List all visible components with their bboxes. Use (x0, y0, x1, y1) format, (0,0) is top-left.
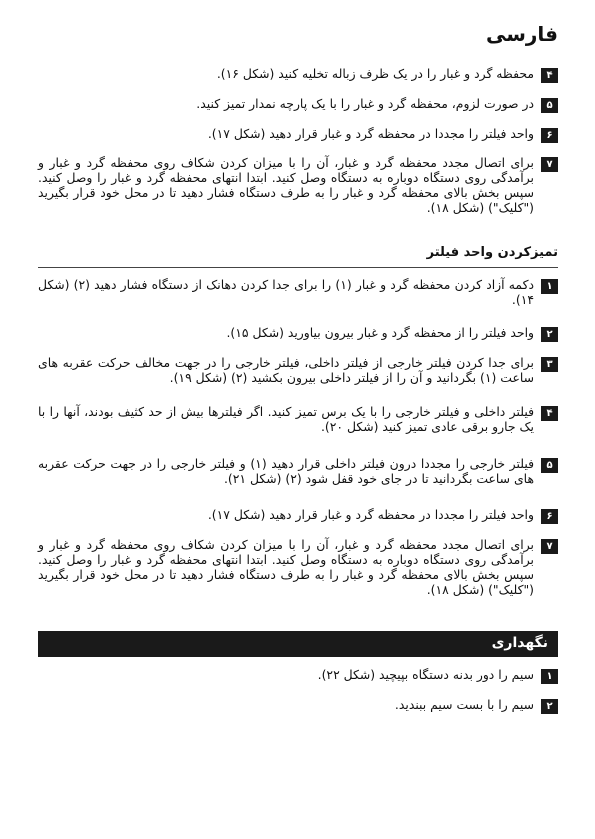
step-number: ۵ (541, 458, 558, 473)
step-number: ۷ (541, 157, 558, 172)
step-text: واحد فیلتر را مجددا در محفظه گرد و غبار قرار دهید (شکل ۱۷). (207, 126, 534, 141)
step-text: فیلتر خارجی را مجددا درون فیلتر داخلی قرار دهید (۱) و فیلتر خارجی را در جهت حرکت عقربه های ساعت بگردانید تا در جای خود قفل شود (۲) (شکل ۲۱). (38, 456, 534, 486)
list-item (38, 537, 558, 597)
step-number: ۷ (541, 539, 558, 554)
list-item (38, 66, 558, 83)
list-item (38, 507, 558, 524)
section-band-storage (38, 631, 558, 657)
list-item (38, 126, 558, 143)
list-item (38, 325, 558, 342)
list-item (38, 96, 558, 113)
list-item (38, 667, 558, 684)
step-number: ۱ (541, 669, 558, 684)
step-text: فیلتر داخلی و فیلتر خارجی را با یک برس تمیز کنید. اگر فیلترها بیش از حد کثیف بودند، آنها را با یک جارو برقی عادی تمیز کنید (شکل ۲۰). (38, 404, 534, 434)
step-text: سیم را دور بدنه دستگاه بپیچید (شکل ۲۲). (317, 667, 534, 682)
list-item (38, 277, 558, 307)
step-text: سیم را با بست سیم ببندید. (394, 697, 534, 712)
step-number: ۴ (541, 406, 558, 421)
step-number: ۲ (541, 699, 558, 714)
step-text: در صورت لزوم، محفظه گرد و غبار را با یک پارچه نمدار تمیز کنید. (196, 96, 534, 111)
step-number: ۲ (541, 327, 558, 342)
step-number: ۱ (541, 279, 558, 294)
step-text: برای اتصال مجدد محفظه گرد و غبار، آن را با میزان کردن شکاف روی محفظه گرد و غبار و برآمدگی روی دستگاه دوباره به دستگاه وصل کنید. ابتدا انتهای محفظه گرد و غبار را وصل کنید. سپس بخش بالای محفظه گرد و غبار را به طرف دستگاه فشار دهید تا در محل خود قرار بگیرید ("کلیک") (شکل ۱۸). (38, 155, 534, 215)
language-title: فارسی (485, 22, 558, 46)
list-item (38, 697, 558, 714)
step-number: ۵ (541, 98, 558, 113)
step-number: ۳ (541, 357, 558, 372)
step-text: دکمه آزاد کردن محفظه گرد و غبار (۱) را برای جدا کردن دهانک از دستگاه فشار دهید (۲) (شکل ۱۴). (38, 277, 535, 307)
step-text: برای جدا کردن فیلتر خارجی از فیلتر داخلی، فیلتر خارجی را در جهت مخالف حرکت عقربه های ساعت (۱) بگردانید و آن را از فیلتر داخلی بیرون بکشید (۲) (شکل ۱۹). (38, 355, 534, 385)
list-item (38, 355, 558, 385)
step-number: ۶ (541, 509, 558, 524)
step-text: واحد فیلتر را از محفظه گرد و غبار بیرون بیاورید (شکل ۱۵). (226, 325, 534, 340)
list-item (38, 456, 558, 486)
step-number: ۴ (541, 68, 558, 83)
step-text: محفظه گرد و غبار را در یک ظرف زباله تخلیه کنید (شکل ۱۶). (216, 66, 534, 81)
section-heading-storage: نگهداری (491, 635, 548, 651)
section-heading-filter: تمیزکردن واحد فیلتر (426, 245, 558, 260)
step-number: ۶ (541, 128, 558, 143)
list-item (38, 155, 558, 215)
section-divider (38, 267, 558, 268)
step-text: واحد فیلتر را مجددا در محفظه گرد و غبار قرار دهید (شکل ۱۷). (207, 507, 534, 522)
step-text: برای اتصال مجدد محفظه گرد و غبار، آن را با میزان کردن شکاف روی محفظه گرد و غبار و برآمدگی روی دستگاه دوباره به دستگاه وصل کنید. ابتدا انتهای محفظه گرد و غبار را وصل کنید. سپس بخش بالای محفظه گرد و غبار را به طرف دستگاه فشار دهید تا در محل خود قرار بگیرید ("کلیک") (شکل ۱۸). (38, 537, 534, 597)
list-item (38, 404, 558, 434)
